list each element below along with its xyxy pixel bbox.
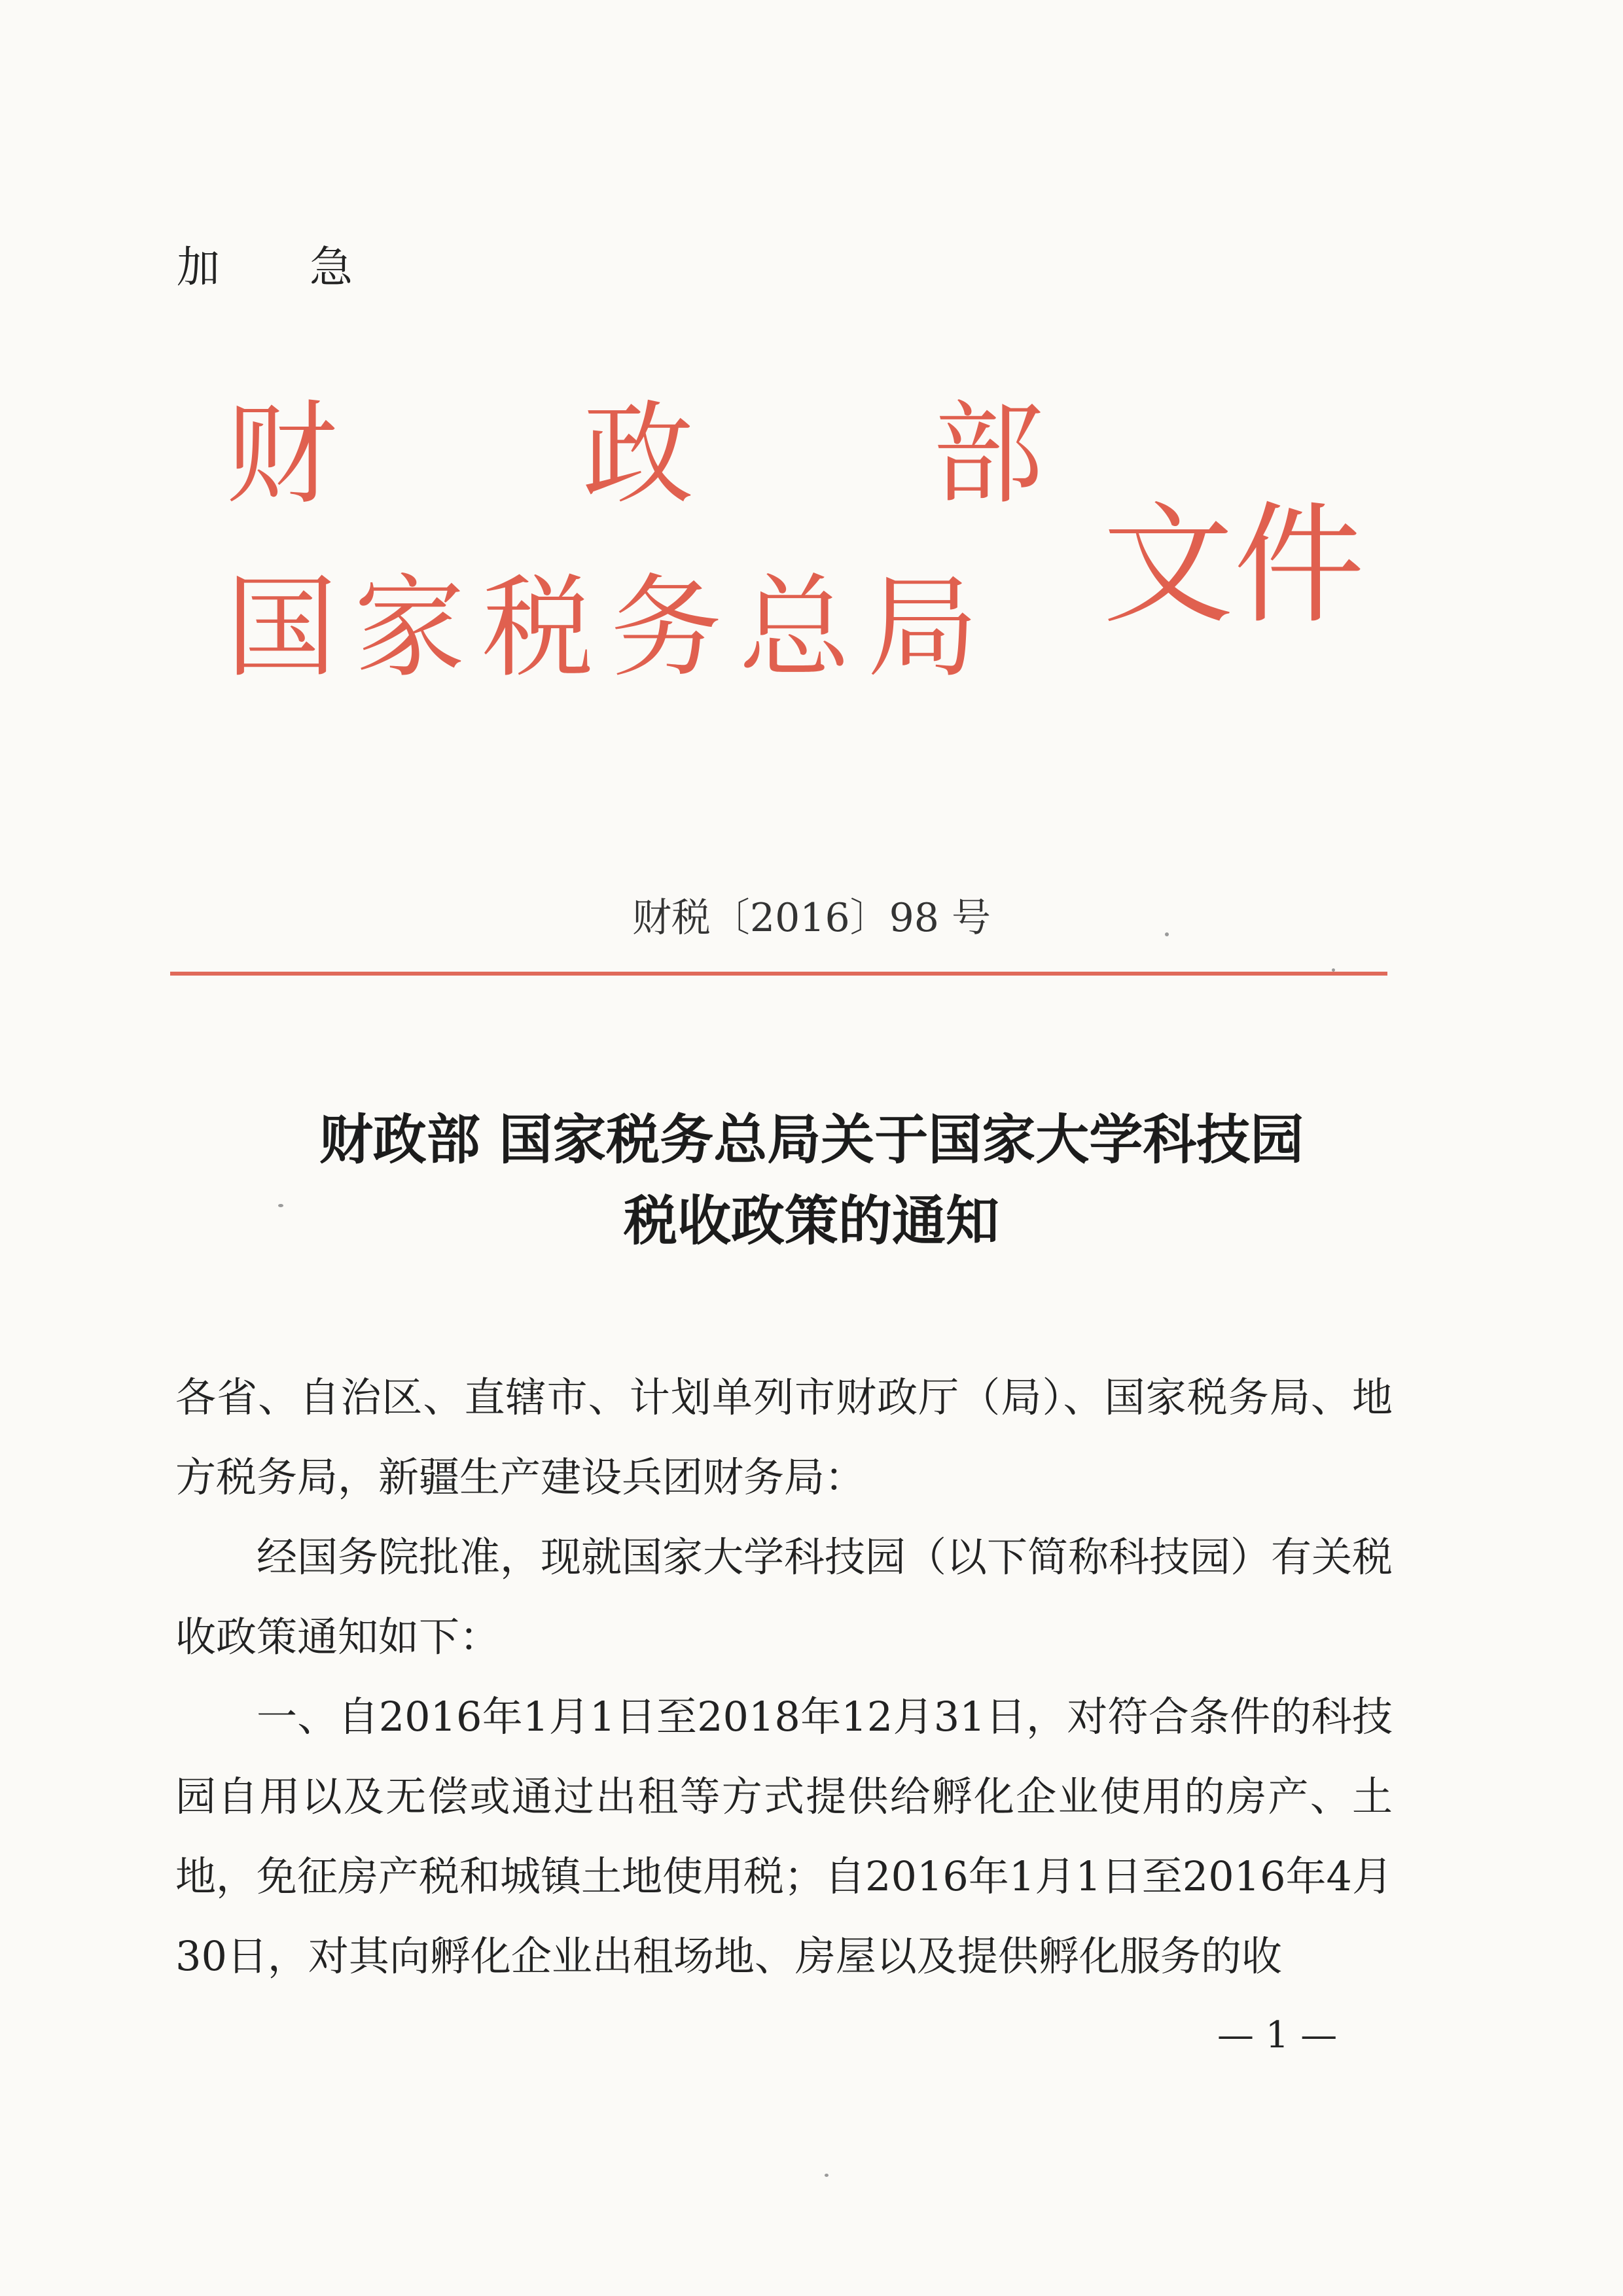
document-number: 财税〔2016〕98 号 [632, 895, 991, 941]
urgency-label: 加 急 [177, 242, 391, 292]
scan-speck [825, 2174, 829, 2177]
title-line-1: 财政部 国家税务总局关于国家大学科技园 [319, 1108, 1304, 1171]
red-divider-line [170, 972, 1387, 976]
page-number: — 1 — [1217, 2014, 1338, 2057]
scan-speck [278, 1204, 283, 1207]
document-body [175, 1358, 1393, 1996]
clause-paragraph: 一、自2016年1月1日至2018年12月31日，对符合条件的科技园自用以及无偿或通过出租等方式提供给孵化企业使用的房产、土地，免征房产税和城镇土地使用税；自2016年1月1日至2016年4月30日，对其向孵化企业出租场地、房屋以及提供孵化服务的收 [175, 1693, 1393, 1980]
scan-speck [1332, 968, 1335, 972]
masthead-char: 财 [226, 390, 338, 520]
title-line-2: 税收政策的通知 [623, 1190, 999, 1252]
masthead-char: 政 [582, 390, 694, 520]
document-title [0, 1099, 1623, 1262]
salutation-paragraph: 各省、自治区、直辖市、计划单列市财政厅（局）、国家税务局、地方税务局，新疆生产建设兵团财务局： [175, 1373, 1393, 1501]
masthead-char: 部 [933, 390, 1044, 520]
intro-paragraph: 经国务院批准，现就国家大学科技园（以下简称科技园）有关税收政策通知如下： [175, 1533, 1393, 1661]
masthead-issuer-2: 国家税务总局 [226, 563, 996, 693]
scan-speck [1165, 932, 1169, 936]
masthead-suffix: 文件 [1103, 489, 1365, 642]
